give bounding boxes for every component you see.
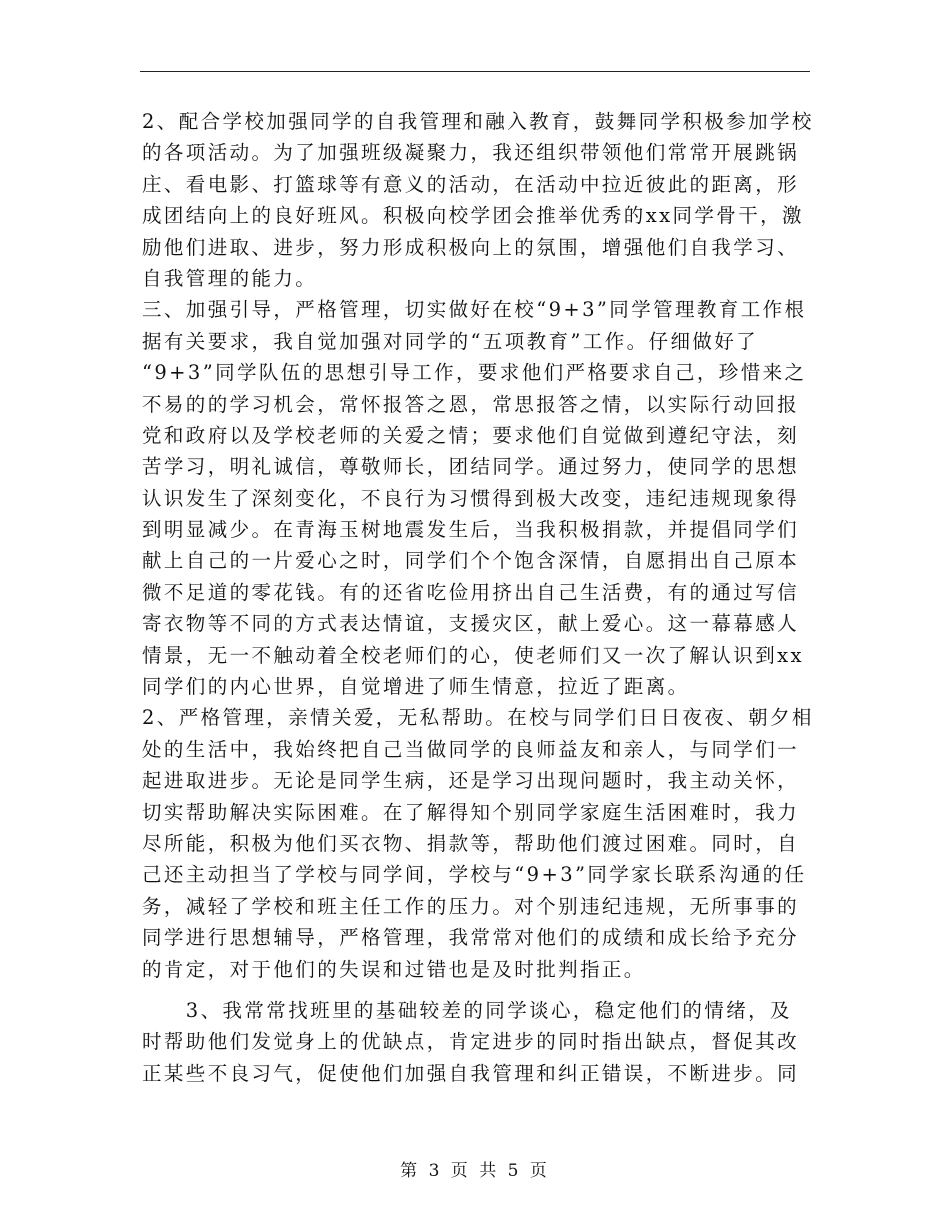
page-footer: 第 3 页 共 5 页 (400, 1161, 550, 1181)
text-line: 微不足道的零花钱。有的还省吃俭用挤出自己生活费，有的通过写信 (142, 580, 800, 604)
text-line: 的肯定，对于他们的失误和过错也是及时批判指正。 (142, 957, 646, 981)
text-line: 到明显减少。在青海玉树地震发生后，当我积极捐款，并提倡同学们 (142, 518, 800, 542)
document-body (142, 106, 812, 1089)
text-line: 处的生活中，我始终把自己当做同学的良师益友和亲人，与同学们一 (142, 737, 800, 761)
text-line: 3、我常常找班里的基础较差的同学谈心，稳定他们的情绪，及 (142, 998, 792, 1022)
text-line: 三、加强引导，严格管理，切实做好在校“9+3”同学管理教育工作根 (142, 298, 807, 322)
text-line: 认识发生了深刻变化，不良行为习惯得到极大改变，违纪违规现象得 (142, 486, 800, 510)
text-line: 不易的的学习机会，常怀报答之恩，常思报答之情，以实际行动回报 (142, 392, 800, 416)
text-line: 同学进行思想辅导，严格管理，我常常对他们的成绩和成长给予充分 (142, 926, 800, 950)
text-line: 切实帮助解决实际困难。在了解得知个别同学家庭生活困难时，我力 (142, 800, 800, 824)
text-line: 情景，无一不触动着全校老师们的心，使老师们又一次了解认识到xx (142, 643, 804, 667)
text-line: 寄衣物等不同的方式表达情谊，支援灾区，献上爱心。这一幕幕感人 (142, 612, 800, 636)
text-line: 己还主动担当了学校与同学间，学校与“9+3”同学家长联系沟通的任 (142, 863, 807, 887)
text-line: 党和政府以及学校老师的关爱之情；要求他们自觉做到遵纪守法，刻 (142, 423, 800, 447)
text-line: 成团结向上的良好班风。积极向校学团会推举优秀的xx同学骨干，激 (142, 204, 804, 228)
text-line: 正某些不良习气，促使他们加强自我管理和纠正错误，不断进步。同 (142, 1061, 800, 1085)
text-line: 同学们的内心世界，自觉增进了师生情意，拉近了距离。 (142, 675, 690, 699)
text-line: 苦学习，明礼诚信，尊敬师长，团结同学。通过努力，使同学的思想 (142, 455, 800, 479)
paragraph-gap (142, 985, 812, 995)
text-line: 的各项活动。为了加强班级凝聚力，我还组织带领他们常常开展跳锅 (142, 141, 800, 165)
text-line: 起进取进步。无论是同学生病，还是学习出现问题时，我主动关怀， (142, 769, 800, 793)
text-line: 自我管理的能力。 (142, 266, 318, 290)
text-line: 时帮助他们发觉身上的优缺点，肯定进步的同时指出缺点，督促其改 (142, 1030, 800, 1054)
text-line: 2、配合学校加强同学的自我管理和融入教育，鼓舞同学积极参加学校 (142, 110, 814, 133)
text-line: 励他们进取、进步，努力形成积极向上的氛围，增强他们自我学习、 (142, 235, 800, 259)
header-rule (140, 71, 810, 72)
text-line: 据有关要求，我自觉加强对同学的“五项教育”工作。仔细做好了 (142, 329, 759, 353)
text-line: “9+3”同学队伍的思想引导工作，要求他们严格要求自己，珍惜来之 (142, 361, 807, 385)
text-line: 尽所能，积极为他们买衣物、捐款等，帮助他们渡过困难。同时，自 (142, 831, 800, 855)
text-line: 献上自己的一片爱心之时，同学们个个饱含深情，自愿捐出自己原本 (142, 549, 800, 573)
text-line: 务，减轻了学校和班主任工作的压力。对个别违纪违规，无所事事的 (142, 894, 800, 918)
text-line: 2、严格管理，亲情关爱，无私帮助。在校与同学们日日夜夜、朝夕相 (142, 706, 814, 730)
text-line: 庄、看电影、打篮球等有意义的活动，在活动中拉近彼此的距离，形 (142, 172, 800, 196)
